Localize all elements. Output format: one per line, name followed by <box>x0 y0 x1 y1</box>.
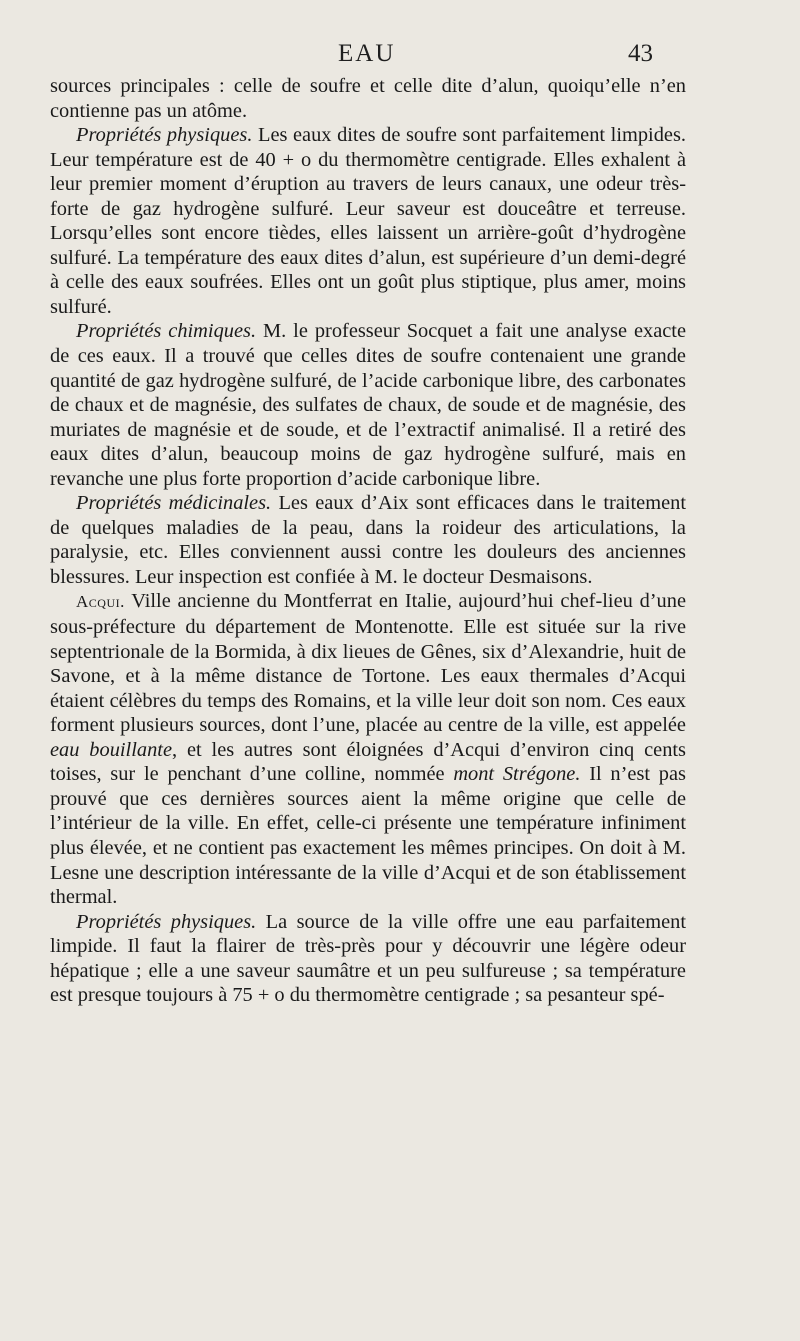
paragraph <box>50 74 686 123</box>
paragraph-text: M. le professeur Socquet a fait une analyse exacte de ces eaux. Il a trouvé que celles dites de soufre contenaient une grande quantité de gaz hydrogène sulfuré, de l’acide carbonique libre, des carbonates de chaux et de magnésie, des sulfates de chaux, de soude et de magnésie, des muriates de magnésie et de soude, et de l’extractif animalisé. Il a retiré des eaux dites d’alun, beaucoup moins de gaz hydrogène sulfuré, mais en revanche une plus forte proportion d’acide carbonique libre. <box>50 320 687 490</box>
page-header <box>0 40 800 74</box>
running-head: EAU <box>338 40 396 67</box>
paragraph <box>50 319 686 491</box>
entry-headword: Acqui. <box>76 592 125 612</box>
paragraph <box>50 491 686 589</box>
paragraph-text: Les eaux dites de soufre sont parfaitement limpides. Leur température est de 40 + o du thermomètre centigrade. Elles exhalent à leur premier moment d’éruption au travers de leurs canaux, une odeur très-forte de gaz hydrogène sulfuré. Leur saveur est douceâtre et terreuse. Lorsqu’elles sont encore tièdes, elles laissent un arrière-goût d’hydrogène sulfuré. La température des eaux dites d’alun, est supérieure d’un demi-degré à celle des eaux soufrées. Elles ont un goût plus stiptique, plus amer, moins sulfuré. <box>50 124 686 318</box>
paragraph-text: La source de la ville offre une eau parfaitement limpide. Il faut la flairer de très-près pour y découvrir une légère odeur hépatique ; elle a une saveur saumâtre et un peu sulfureuse ; sa température est presque toujours à 75 + o du thermomètre centigrade ; sa pesanteur spé- <box>50 910 686 1007</box>
paragraph-text: Ville ancienne du Montferrat en Italie, aujourd’hui chef-lieu d’une sous-préfecture du département de Montenotte. Elle est située sur la rive septentrionale de la Bormida, à dix lieues de Gênes, six d’Alexandrie, huit de Savone, et à la même distance de Tortone. Les eaux thermales d’Acqui étaient célèbres du temps des Romains, et la ville leur doit son nom. Ces eaux forment plusieurs sources, dont l’une, placée au centre de la ville, est appelée <box>50 590 686 737</box>
paragraph <box>50 589 686 909</box>
italic-text: Propriétés physiques. <box>76 124 253 147</box>
paragraph-text: sources principales : celle de soufre et celle dite d’alun, quoiqu’elle n’en contienne pas un atôme. <box>50 75 686 122</box>
body-text <box>50 74 686 1008</box>
paragraph <box>50 910 686 1008</box>
page-number: 43 <box>628 40 653 67</box>
paragraph-text: Les eaux d’Aix sont efficaces dans le traitement de quelques maladies de la peau, dans la roideur des articulations, la paralysie, etc. Elles conviennent aussi contre les douleurs des anciennes blessures. Leur inspection est confiée à M. le docteur Desmaisons. <box>50 492 686 588</box>
italic-text: eau bouillante <box>50 738 172 761</box>
italic-text: mont Strégone. <box>453 763 581 786</box>
italic-text: Propriétés médicinales. <box>76 492 272 515</box>
paragraph-text: , et les autres sont éloignées d’Acqui d’environ cinq cents toises, sur le penchant d’une colline, nommée <box>50 738 686 786</box>
italic-text: Propriétés physiques. <box>76 910 257 933</box>
italic-text: Propriétés chimiques. <box>76 320 257 343</box>
paragraph <box>50 123 686 319</box>
paragraph-text: Il n’est pas prouvé que ces dernières sources aient la même origine que celle de l’intérieur de la ville. En effet, celle-ci présente une température infiniment plus élevée, et ne contient pas exactement les mêmes principes. On doit à M. Lesne une description intéressante de la ville d’Acqui et de son établissement thermal. <box>50 763 686 909</box>
